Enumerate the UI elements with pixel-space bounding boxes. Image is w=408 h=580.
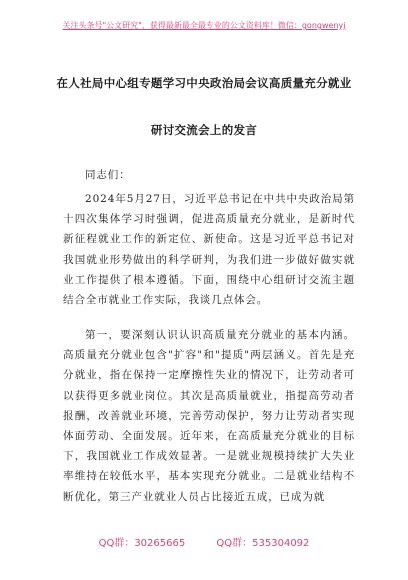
header-promo-banner[interactable]: 关注头条号"公文研究"，获得最新最全最专业的公文资料库！微信：gongwenyj xyxy=(62,21,346,30)
salutation: 同志们： xyxy=(85,169,131,181)
paragraph-intro: 2024年5月27日，习近平总书记在中共中央政治局第十四次集体学习时强调，促进高质量充分就业，是新时代新征程就业工作的新定位、新使命。这是习近平总书记对我国就业形势做出的科学研判，为我们进一步做好做实就业工作提供了根本遵循。下面，围绕中心组研讨交流主题结合全市就业工作实际，我谈几点体会。 xyxy=(63,193,355,307)
document-title-line-1: 在人社局中心组专题学习中央政治局会议高质量充分就业 xyxy=(56,76,352,90)
document-title-line-2: 研讨交流会上的发言 xyxy=(150,123,258,137)
footer-qq-group-1[interactable]: QQ群：30265665 xyxy=(98,538,186,549)
paragraph-point-one: 第一，要深刻认识认识高质量充分就业的基本内涵。高质量充分就业包含"扩容"和"提质"两层涵义。首先是充分就业，指在保持一定摩擦性失业的情况下，让劳动者可以获得更多就业岗位。其次是高质量就业，指提高劳动者报酬，改善就业环境，完善劳动保护，努力让劳动者实现体面劳动、全面发展。近年来，在高质量充分就业的目标下，我国就业工作成效显著。一是就业规模持续扩大失业率维持在较低水平，基本实现充分就业。二是就业结构不断优化，第三产业就业人员占比接近五成，已成为就 xyxy=(63,329,355,503)
footer-qq-group-2[interactable]: QQ群：535304092 xyxy=(216,538,310,549)
footer-qq-banner xyxy=(0,534,408,549)
